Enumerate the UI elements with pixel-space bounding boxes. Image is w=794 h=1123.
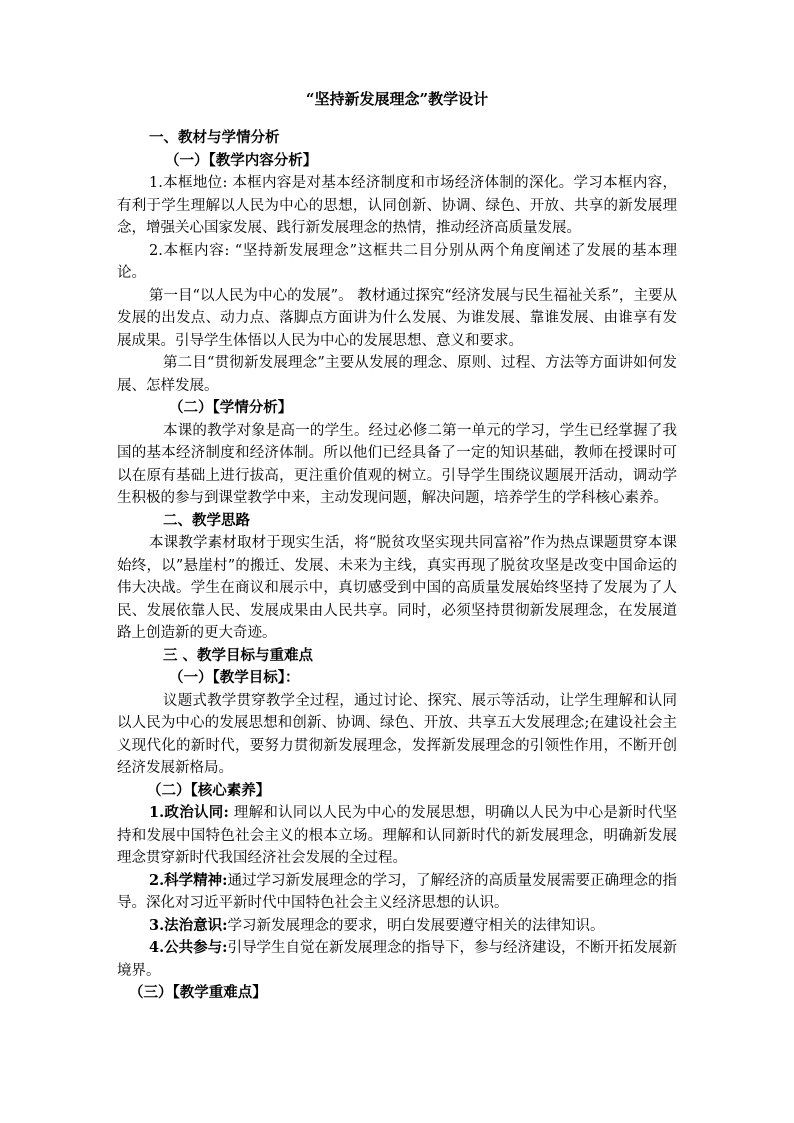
item-label: 1.政治认同:: [149, 804, 229, 821]
paragraph-second-topic: 第二目“贯彻新发展理念”主要从发展的理念、原则、过程、方法等方面讲如何发展、怎样发展。: [117, 355, 677, 394]
paragraph-teaching-goals: 议题式教学贯穿教学全过程，通过讨论、探究、展示等活动，让学生理解和认同以人民为中心的发展思想和创新、协调、绿色、开放、共享五大发展理念;在建设社会主义现代化的新时代，要努力贯彻新发展理念，发挥新发展理念的引领性作用，不断开创经济发展新格局。: [117, 692, 677, 776]
section-heading-2: 二、教学思路: [163, 511, 250, 529]
subsection-heading-3-2: （二）【核心素养】: [147, 781, 271, 799]
document-title: “坚持新发展理念”教学设计: [305, 90, 489, 108]
paragraph-student-analysis: 本课的教学对象是高一的学生。经过必修二第一单元的学习，学生已经掌握了我国的基本经济制度和经济体制。所以他们已经具备了一定的知识基础，教师在授课时可以在原有基础上进行拔高，更注重价值观的树立。引导学生围绕议题展开活动，调动学生积极的参与到课堂教学中来，主动发现问题，解决问题，培养学生的学科核心素养。: [117, 422, 677, 506]
item-text: 理解和认同以人民为中心的发展思想，明确以人民为中心是新时代坚持和发展中国特色社会主义的根本立场。理解和认同新时代的新发展理念，明确新发展理念贯穿新时代我国经济社会发展的全过程。: [117, 805, 677, 866]
item-text: 引导学生自觉在新发展理念的指导下，参与经济建设，不断开拓发展新境界。: [117, 940, 677, 979]
item-label: 4.公共参与:: [149, 939, 228, 956]
list-item: [117, 915, 677, 938]
subsection-heading-3-3: （三）【教学重难点】: [129, 984, 267, 1001]
item-text: 通过学习新发展理念的学习，了解经济的高质量发展需要正确理念的指导。深化对习近平新时代中国特色社会主义经济思想的认识。: [117, 872, 677, 911]
list-item: [117, 870, 677, 915]
paragraph-teaching-approach: 本课教学素材取材于现实生活，将“脱贫攻坚实现共同富裕”作为热点课题贯穿本课始终，以”悬崖村”的搬迁、发展、未来为主线，真实再现了脱贫攻坚是改变中国命运的伟大决战。学生在商议和展示中，真切感受到中国的高质量发展始终坚持了发展为了人民、发展依靠人民、发展成果由人民共享。同时，必须坚持贯彻新发展理念，在发展道路上创造新的更大奇迹。: [117, 535, 677, 641]
subsection-heading-3-1: （一）【教学目标】：: [169, 669, 300, 686]
paragraph-first-topic: 第一目“以人民为中心的发展”。 教材通过探究“经济发展与民生福祉关系”，主要从发展的出发点、动力点、落脚点方面讲为什么发展、为谁发展、靠谁发展、由谁享有发展成果。引导学生体悟以人民为中心的发展思想、意义和要求。: [117, 287, 677, 349]
paragraph-position: 1.本框地位: 本框内容是对基本经济制度和市场经济体制的深化。学习本框内容，有利于学生理解以人民为中心的思想，认同创新、协调、绿色、开放、共享的新发展理念，增强关心国家发展、践行新发展理念的热情，推动经济高质量发展。: [117, 175, 677, 236]
item-label: 2.科学精神:: [149, 871, 228, 889]
document-page: [117, 88, 677, 1005]
subsection-heading-1-2: （二）【学情分析】: [169, 399, 293, 416]
item-text: 学习新发展理念的要求，明白发展要遵守相关的法律知识。: [227, 917, 605, 934]
paragraph-content: 2.本框内容: “坚持新发展理念”这框共二目分别从两个角度阐述了发展的基本理论。: [117, 242, 677, 281]
list-item: [117, 937, 677, 982]
item-label: 3.法治意识:: [149, 916, 228, 934]
section-heading-1: 一、教材与学情分析: [149, 129, 280, 146]
section-heading-3: 三 、教学目标与重难点: [163, 646, 314, 664]
list-item: [117, 802, 677, 870]
subsection-heading-1-1: （一）【教学内容分析】: [165, 151, 318, 169]
